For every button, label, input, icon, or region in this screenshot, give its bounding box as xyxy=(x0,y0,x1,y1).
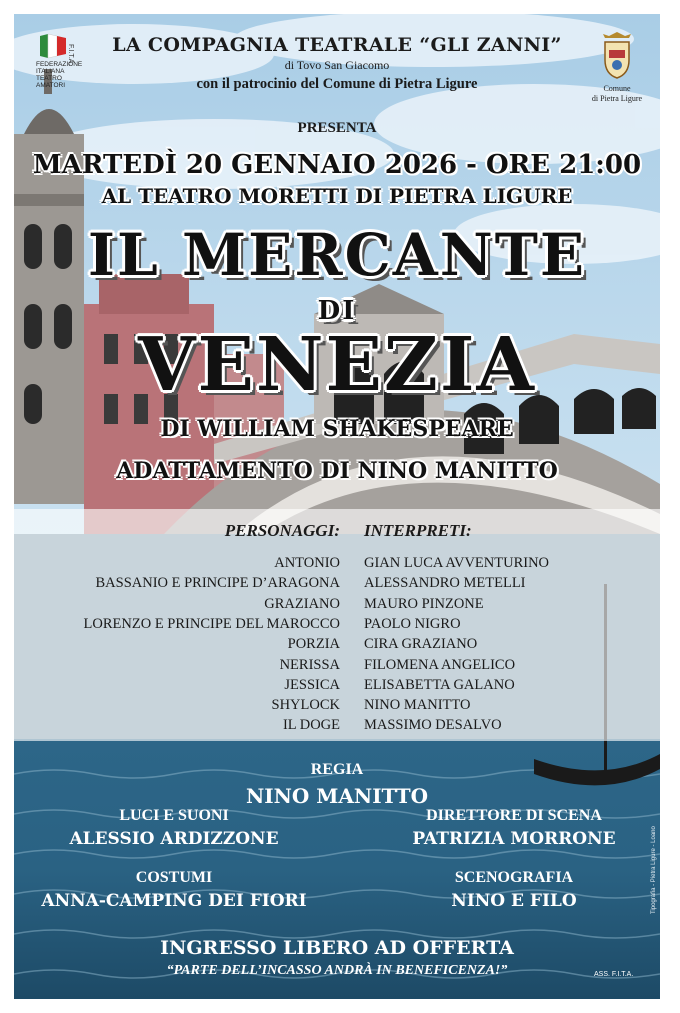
beneficenza-note: “PARTE DELL’INCASSO ANDRÀ IN BENEFICENZA!” xyxy=(166,963,508,978)
cast-row xyxy=(14,555,660,575)
cast-role: SHYLOCK xyxy=(271,697,340,714)
regia-name: NINO MANITTO xyxy=(245,784,429,808)
cast-role: GRAZIANO xyxy=(264,595,340,612)
fita-line: TEATRO xyxy=(36,75,62,82)
cast-actor: NINO MANITTO xyxy=(364,697,471,714)
cast-role: NERISSA xyxy=(279,656,340,673)
cast-actor: MAURO PINZONE xyxy=(364,595,484,612)
cast-actor: ELISABETTA GALANO xyxy=(364,676,515,693)
cast-actor: MASSIMO DESALVO xyxy=(364,717,502,734)
cast-role: LORENZO E PRINCIPE DEL MAROCCO xyxy=(83,615,340,632)
ingresso-libero: INGRESSO LIBERO AD OFFERTA xyxy=(160,937,514,959)
cast-actor: CIRA GRAZIANO xyxy=(364,636,478,653)
presenta: PRESENTA xyxy=(297,120,377,136)
crest-caption xyxy=(577,84,657,104)
event-venue: AL TEATRO MORETTI DI PIETRA LIGURE xyxy=(101,184,573,208)
direttore-name: PATRIZIA MORRONE xyxy=(412,829,616,849)
printer-credit: Tipografia - Pietra Ligure - Loano xyxy=(651,826,657,914)
cast-role: IL DOGE xyxy=(282,717,340,734)
cast-role: JESSICA xyxy=(284,676,340,693)
regia-label: REGIA xyxy=(310,761,364,778)
patronage-line: con il patrocinio del Comune di Pietra Ligure xyxy=(196,76,478,92)
cast-row xyxy=(14,616,660,636)
cast-actor: PAOLO NIGRO xyxy=(364,615,461,632)
fita-line: ITALIANA xyxy=(36,68,65,75)
crest-caption-line: di Pietra Ligure xyxy=(591,94,643,103)
costumi-name: ANNA-CAMPING DEI FIORI xyxy=(41,891,307,911)
cast-row xyxy=(14,717,660,737)
title-adaptation: ADATTAMENTO DI NINO MANITTO xyxy=(116,458,558,484)
cast-actor: GIAN LUCA AVVENTURINO xyxy=(364,555,550,571)
costumi-label: COSTUMI xyxy=(135,869,213,886)
cast-role: ANTONIO xyxy=(274,555,340,571)
title-author: DI WILLIAM SHAKESPEARE xyxy=(160,416,514,442)
scenografia-label: SCENOGRAFIA xyxy=(454,869,574,886)
luci-name: ALESSIO ARDIZZONE xyxy=(69,829,279,849)
fita-line: FEDERAZIONE xyxy=(36,61,83,68)
coat-of-arms-icon xyxy=(597,30,637,82)
poster xyxy=(14,14,660,999)
fita-line: AMATORI xyxy=(36,82,66,89)
title-line-1: IL MERCANTE xyxy=(87,221,587,289)
cast-row xyxy=(14,575,660,595)
cast-actor: FILOMENA ANGELICO xyxy=(364,656,516,673)
cast-row xyxy=(14,677,660,697)
cast-actor: ALESSANDRO METELLI xyxy=(364,575,526,592)
title-line-2: DI xyxy=(317,296,357,326)
cast-role: PORZIA xyxy=(287,636,340,653)
company-name: LA COMPAGNIA TEATRALE “GLI ZANNI” xyxy=(112,34,562,56)
crest-caption-line: Comune xyxy=(603,84,631,93)
cast-row xyxy=(14,596,660,616)
cast-roles-header: PERSONAGGI: xyxy=(224,521,340,540)
cast-row xyxy=(14,697,660,717)
scenografia-name: NINO E FILO xyxy=(451,891,577,911)
title-line-3: VENEZIA xyxy=(138,322,536,408)
cast-row xyxy=(14,636,660,656)
company-origin: di Tovo San Giacomo xyxy=(284,58,390,72)
direttore-label: DIRETTORE DI SCENA xyxy=(426,807,602,824)
crest xyxy=(597,30,637,82)
luci-label: LUCI E SUONI xyxy=(119,807,229,824)
cast-row xyxy=(14,657,660,677)
cast-role: BASSANIO E PRINCIPE D’ARAGONA xyxy=(95,575,340,592)
association-label: ASS. F.I.T.A. xyxy=(594,971,634,978)
event-datetime: MARTEDÌ 20 GENNAIO 2026 - ORE 21:00 xyxy=(32,150,642,180)
fita-logo-text: F.I.T.A. xyxy=(67,44,74,66)
cast-actors-header: INTERPRETI: xyxy=(364,521,472,540)
